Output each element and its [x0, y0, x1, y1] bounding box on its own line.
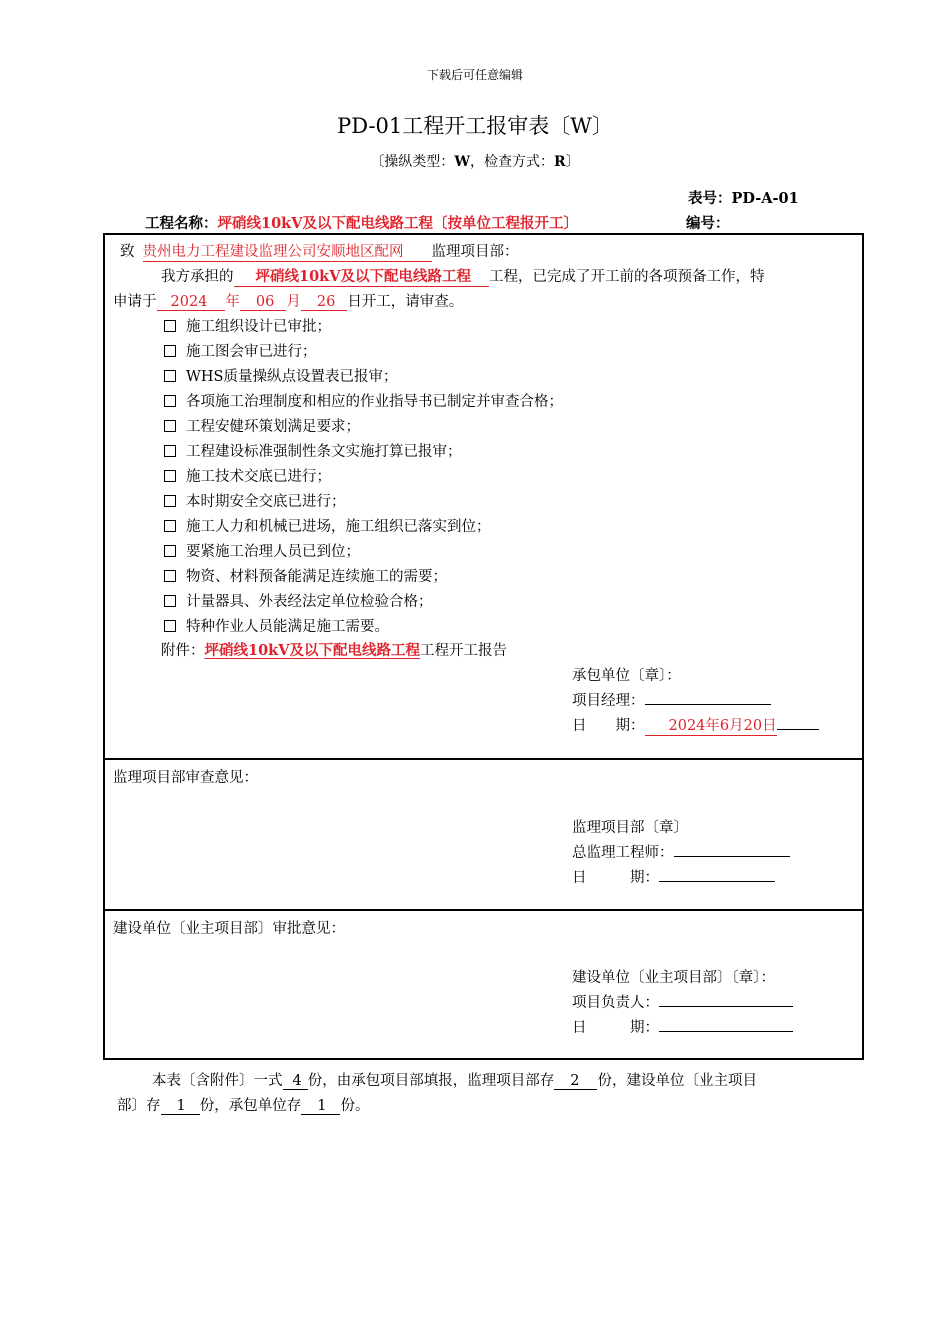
checklist-item [164, 390, 563, 411]
to-suffix: 监理项目部： [431, 244, 519, 260]
supervisor-date-row [572, 866, 775, 887]
form-title: PD-01工程开工报审表〔W〕 [337, 114, 613, 138]
checklist-item-label: 本时期安全交底已进行； [186, 494, 346, 510]
subtitle-suffix: 〕 [565, 154, 580, 170]
checklist-item [164, 340, 317, 361]
checkbox-icon[interactable] [164, 345, 176, 357]
checklist-item-label: 计量器具、外表经法定单位检验合格； [186, 594, 433, 610]
project-leader-signature-line [659, 1006, 793, 1007]
checklist-item [164, 465, 331, 486]
chief-engineer-label: 总监理工程师： [572, 845, 674, 861]
line1-suffix: 工程，已完成了开工前的各项预备工作，特 [488, 269, 765, 285]
chief-engineer-signature-line [674, 856, 790, 857]
copies-text-4: 部〕存 [117, 1098, 161, 1114]
owner-stamp: 建设单位〔业主项目部〕〔章〕： [572, 970, 775, 986]
checklist-item-label: 特种作业人员能满足施工需要。 [186, 619, 389, 635]
intro-line-2 [113, 290, 463, 311]
checkbox-icon[interactable] [164, 545, 176, 557]
checklist-item [164, 515, 491, 536]
checklist-item-label: 施工图会审已进行； [186, 344, 317, 360]
subtitle-prefix: 〔操纵类型： [370, 154, 455, 170]
start-day: 26 [301, 294, 347, 311]
checklist-item-label: 施工组织设计已审批； [186, 319, 331, 335]
checklist-item-label: 施工人力和机械已进场，施工组织已落实到位； [186, 519, 491, 535]
supervisor-opinion-heading: 监理项目部审查意见： [113, 770, 258, 786]
checkbox-icon[interactable] [164, 320, 176, 332]
checkbox-icon[interactable] [164, 570, 176, 582]
checklist-item [164, 540, 360, 561]
attachment-row [161, 639, 507, 660]
checklist-item [164, 315, 331, 336]
checkbox-icon[interactable] [164, 495, 176, 507]
checklist-item-label: 工程建设标准强制性条文实施打算已报审； [186, 444, 462, 460]
copies-text-5: 份，承包单位存 [199, 1098, 302, 1114]
checklist-item-label: WHS质量操纵点设置表已报审； [186, 369, 398, 385]
divider-1 [105, 758, 862, 760]
control-type-value: W [454, 154, 471, 170]
form-number: 表号：PD-A-01 [688, 190, 799, 207]
checkbox-icon[interactable] [164, 595, 176, 607]
owner-date-row [572, 1016, 793, 1037]
checklist-item-label: 要紧施工治理人员已到位； [186, 544, 360, 560]
contractor-stamp: 承包单位〔章〕： [572, 668, 681, 684]
intro-line-1 [161, 265, 764, 287]
download-note: 下载后可任意编辑 [426, 68, 523, 82]
serial-label: 编号： [686, 215, 730, 232]
owner-date-label: 日 期： [572, 1020, 659, 1036]
project-manager-signature-line [645, 704, 771, 705]
addressee-value: 贵州电力工程建设监理公司安顺地区配网 [143, 240, 432, 262]
year-unit: 年 [225, 294, 240, 310]
date-line-tail [777, 729, 819, 730]
contractor-date-row [572, 714, 819, 736]
checkbox-icon[interactable] [164, 370, 176, 382]
project-name-value: 坪硝线10kV及以下配电线路工程〔按单位工程报开工〕 [217, 215, 578, 232]
copies-note-line-2 [117, 1094, 369, 1115]
project-leader-row [572, 991, 793, 1012]
project-underlined: 坪硝线10kV及以下配电线路工程 [255, 268, 471, 285]
checkbox-icon[interactable] [164, 520, 176, 532]
attachment-project: 坪硝线10kV及以下配电线路工程 [204, 642, 420, 659]
project-manager-row [572, 689, 771, 710]
start-year: 2024 [157, 294, 226, 311]
checklist-item-label: 施工技术交底已进行； [186, 469, 331, 485]
copies-note-line-1 [152, 1069, 757, 1090]
project-label: 工程名称： [145, 215, 218, 232]
contractor-date-value: 2024年6月20日 [668, 718, 777, 734]
line2-prefix: 申请于 [113, 294, 157, 310]
start-month: 06 [240, 294, 286, 311]
checklist-item [164, 365, 397, 386]
month-unit: 月 [286, 294, 301, 310]
copies-total: 4 [283, 1073, 308, 1090]
checklist-item-label: 各项施工治理制度和相应的作业指导书已制定并审查合格； [186, 394, 563, 410]
divider-2 [105, 909, 862, 911]
checklist-item [164, 565, 447, 586]
project-name-row [145, 212, 578, 233]
checklist-item [164, 490, 346, 511]
checkbox-icon[interactable] [164, 420, 176, 432]
owner-opinion-heading: 建设单位〔业主项目部〕审批意见： [113, 921, 345, 937]
chief-engineer-row [572, 841, 790, 862]
contractor-date-label: 日 期： [572, 718, 645, 734]
checklist-item [164, 590, 433, 611]
to-prefix: 致 [120, 244, 135, 260]
supervisor-date-label: 日 期： [572, 870, 659, 886]
project-leader-label: 项目负责人： [572, 995, 659, 1011]
checklist-item-label: 物资、材料预备能满足连续施工的需要； [186, 569, 447, 585]
check-method-value: R [554, 154, 566, 170]
line2-suffix: 日开工，请审查。 [347, 294, 464, 310]
copies-text-3: 份，建设单位〔业主项目 [597, 1073, 757, 1089]
checklist-item [164, 440, 462, 461]
addressee-row [120, 240, 519, 262]
copies-text-1: 本表〔含附件〕一式 [152, 1073, 283, 1089]
checkbox-icon[interactable] [164, 395, 176, 407]
attachment-label: 附件： [161, 643, 205, 659]
checklist-item [164, 615, 389, 636]
owner-date-line [659, 1031, 793, 1032]
copies-text-2: 份，由承包项目部填报，监理项目部存 [307, 1073, 555, 1089]
copies-text-6: 份。 [340, 1098, 370, 1114]
copies-supervisor: 2 [554, 1073, 597, 1090]
line1-prefix: 我方承担的 [161, 269, 234, 285]
supervisor-stamp: 监理项目部〔章〕 [572, 820, 688, 836]
attachment-suffix: 工程开工报告 [419, 643, 507, 659]
checkbox-icon[interactable] [164, 445, 176, 457]
copies-owner: 1 [161, 1098, 200, 1115]
subtitle-middle: ，检查方式： [470, 154, 555, 170]
checkbox-icon[interactable] [164, 470, 176, 482]
checklist-item [164, 415, 360, 436]
copies-contractor: 1 [301, 1098, 340, 1115]
checkbox-icon[interactable] [164, 620, 176, 632]
project-manager-label: 项目经理： [572, 693, 645, 709]
supervisor-date-line [659, 881, 775, 882]
form-subtitle [0, 151, 950, 171]
checklist-item-label: 工程安健环策划满足要求； [186, 419, 360, 435]
